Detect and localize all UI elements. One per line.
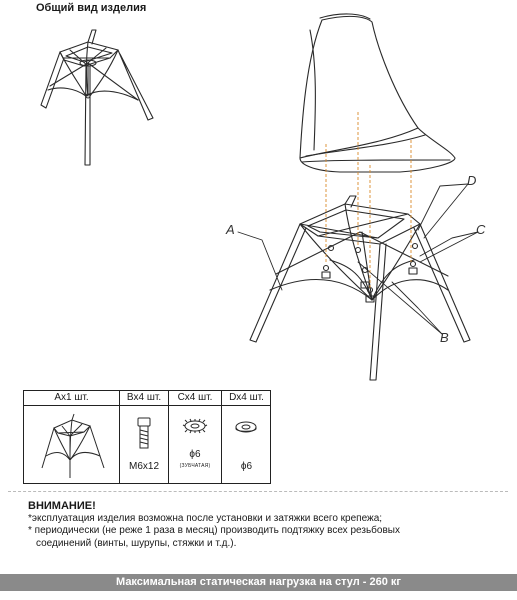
part-c-column: [169, 391, 222, 483]
flat-washer-icon: [222, 406, 271, 446]
assembly-guide-lines: [326, 112, 411, 288]
overview-base-figure: [41, 30, 153, 165]
seat-shell: [300, 14, 455, 172]
part-b-size: М6x12: [128, 461, 159, 472]
toothed-washer-icon: [169, 406, 221, 446]
part-c-header: Cx4 шт.: [169, 391, 221, 406]
warning-title: ВНИМАНИЕ!: [28, 500, 96, 512]
warning-line-1: *эксплуатация изделия возможна после установки и затяжки всего крепежа;: [28, 512, 383, 524]
callout-b: B: [440, 330, 449, 345]
part-d-size: ϕ6: [240, 461, 253, 472]
part-d-header: Dx4 шт.: [222, 391, 271, 406]
callout-c: C: [476, 222, 486, 237]
main-base: [250, 196, 470, 380]
part-d-column: [222, 391, 271, 483]
part-a-column: [24, 391, 120, 483]
parts-table: [23, 390, 271, 484]
warning-block: [28, 500, 498, 550]
screw-icon: [120, 406, 168, 456]
part-c-note: (ЗУБЧАТАЯ): [179, 463, 211, 469]
callout-a: A: [226, 222, 235, 237]
callout-d: D: [467, 173, 477, 188]
warning-line-2: * периодически (не реже 1 раза в месяц) производить подтяжку всех резьбовых: [28, 525, 400, 536]
part-b-column: [120, 391, 169, 483]
page-title: Общий вид изделия: [36, 2, 147, 14]
max-load-banner: Максимальная статическая нагрузка на стул - 260 кг: [0, 574, 517, 591]
section-divider: [8, 491, 508, 492]
base-frame-icon: [24, 406, 119, 482]
part-c-size: ϕ6: [189, 449, 201, 460]
part-a-header: Ax1 шт.: [24, 391, 119, 406]
part-b-header: Bx4 шт.: [120, 391, 168, 406]
warning-line-3: соединений (винты, шурупы, стяжки и т.д.).: [36, 537, 237, 549]
